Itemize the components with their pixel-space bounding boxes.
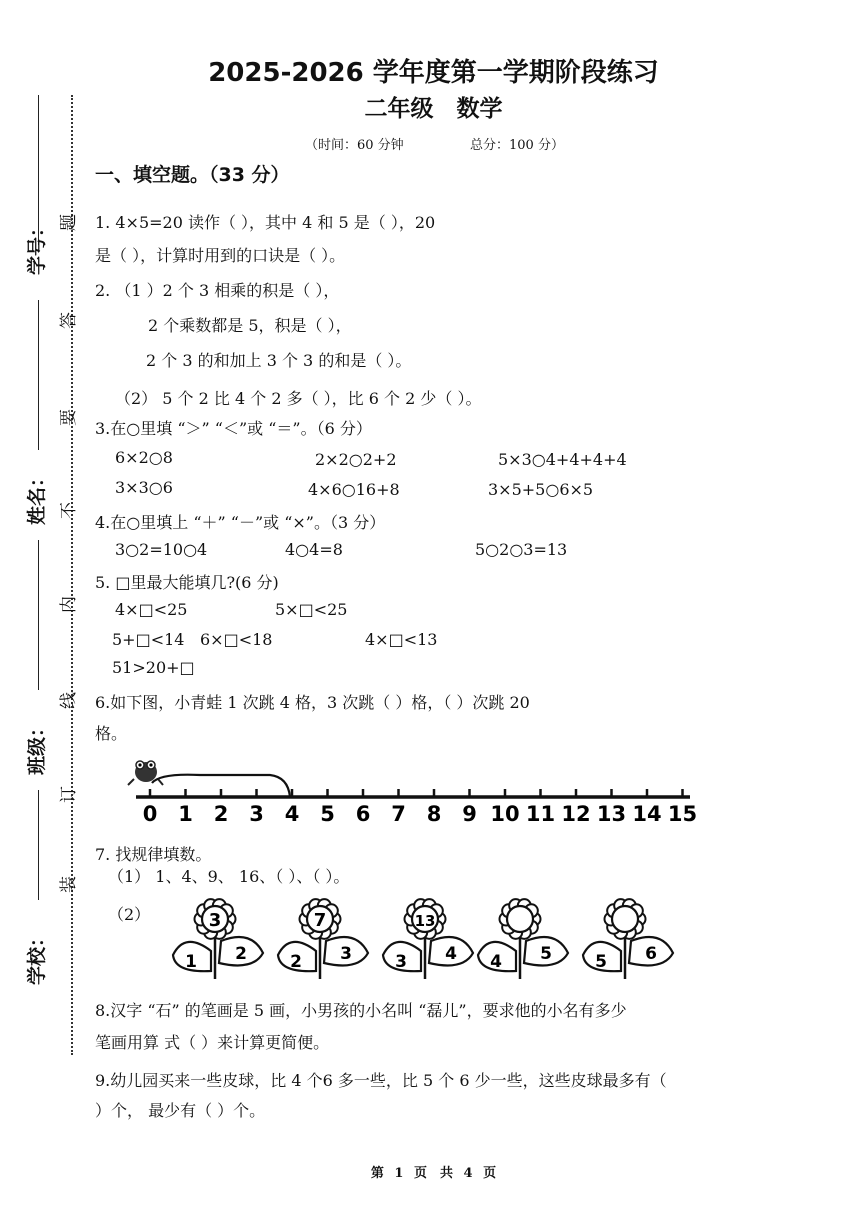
question-7-title: 7. 找规律填数。 bbox=[95, 845, 212, 864]
question-4-item: 4○4=8 bbox=[285, 540, 343, 559]
right-leaf-number: 5 bbox=[540, 944, 552, 964]
name-label: 姓名： bbox=[26, 467, 48, 525]
right-leaf-number: 2 bbox=[235, 944, 247, 964]
number-line-label: 0 bbox=[142, 802, 158, 826]
question-1-line-2: 是（ ），计算时用到的口诀是（ ）。 bbox=[95, 246, 346, 265]
right-leaf-number: 4 bbox=[445, 944, 457, 964]
question-3-item: 5×3○4+4+4+4 bbox=[498, 450, 627, 469]
page-title: 2025-2026 学年度第一学期阶段练习 bbox=[208, 58, 659, 88]
question-1-line-1: 1. 4×5=20 读作（ ），其中 4 和 5 是（ ），20 bbox=[95, 213, 436, 232]
right-leaf-number: 3 bbox=[340, 944, 352, 964]
frog-icon bbox=[128, 761, 163, 785]
question-5-title: 5. □里最大能填几?(6 分) bbox=[95, 573, 279, 592]
question-5-item: 4×□<25 bbox=[115, 600, 188, 619]
question-3-title: 3.在○里填 “＞” “＜”或 “＝”。（6 分） bbox=[95, 419, 372, 438]
page-footer: 第 1 页 共 4 页 bbox=[370, 1166, 497, 1181]
question-2-line-3: 2 个 3 的和加上 3 个 3 的和是（ ）。 bbox=[146, 351, 412, 370]
question-9-line-2: ）个， 最少有（ ）个。 bbox=[95, 1101, 266, 1120]
question-5-item: 6×□<18 bbox=[200, 630, 273, 649]
number-line-label: 14 bbox=[632, 802, 662, 826]
exam-score: 总分：100 分） bbox=[470, 138, 564, 153]
number-line-label: 5 bbox=[320, 802, 335, 826]
number-line-label: 2 bbox=[213, 802, 229, 826]
number-line-label: 7 bbox=[391, 802, 406, 826]
seal-char: 题 bbox=[59, 214, 79, 231]
flower-center bbox=[507, 906, 533, 932]
number-line-label: 10 bbox=[490, 802, 520, 826]
left-leaf-number: 5 bbox=[595, 952, 607, 972]
question-5-item: 51>20+□ bbox=[112, 658, 195, 677]
question-4-item: 3○2=10○4 bbox=[115, 540, 208, 559]
question-5-item: 5+□<14 bbox=[112, 630, 185, 649]
flower-center-number: 7 bbox=[313, 910, 327, 931]
number-line-label: 1 bbox=[178, 802, 193, 826]
right-leaf-number: 6 bbox=[645, 944, 657, 964]
number-line-label: 13 bbox=[596, 802, 627, 826]
number-line-label: 6 bbox=[355, 802, 371, 826]
question-9-line-1: 9.幼儿园买来一些皮球，比 4 个6 多一些，比 5 个 6 少一些，这些皮球最多有（ bbox=[95, 1071, 667, 1090]
left-leaf-number: 4 bbox=[490, 952, 502, 972]
question-7-part-2-label: （2） bbox=[108, 905, 151, 924]
class-label: 班级： bbox=[26, 717, 48, 775]
flower bbox=[278, 899, 368, 979]
seal-char: 不 bbox=[59, 502, 79, 519]
school-label: 学校： bbox=[26, 927, 48, 985]
question-3-item: 6×2○8 bbox=[115, 448, 173, 467]
seal-char: 内 bbox=[59, 596, 79, 613]
left-leaf-number: 3 bbox=[395, 952, 407, 972]
flower bbox=[383, 899, 473, 979]
number-line-label: 4 bbox=[284, 802, 300, 826]
margin-dotted-line bbox=[71, 95, 73, 1055]
seal-char: 订 bbox=[59, 786, 79, 803]
section-heading: 一、填空题。（33 分） bbox=[95, 164, 290, 186]
left-leaf-number: 1 bbox=[185, 952, 197, 972]
question-5-item: 4×□<13 bbox=[365, 630, 438, 649]
question-3-item: 4×6○16+8 bbox=[308, 480, 400, 499]
flower-center bbox=[612, 906, 638, 932]
margin-solid-line bbox=[38, 300, 39, 450]
question-2-line-2: 2 个乘数都是 5，积是（ ）， bbox=[148, 316, 352, 335]
question-4-item: 5○2○3=13 bbox=[475, 540, 568, 559]
exam-time: （时间：60 分钟 bbox=[305, 138, 404, 153]
page-subtitle: 二年级 数学 bbox=[364, 96, 503, 122]
question-4-title: 4.在○里填上 “＋” “－”或 “×”。（3 分） bbox=[95, 513, 386, 532]
question-5-item: 5×□<25 bbox=[275, 600, 348, 619]
seal-char: 要 bbox=[59, 409, 79, 426]
flower bbox=[583, 899, 673, 979]
question-2-line-4: （2） 5 个 2 比 4 个 2 多（ ），比 6 个 2 少（ ）。 bbox=[115, 389, 482, 408]
question-7-part-1: （1） 1、4、9、 16、（ ）、（ ）。 bbox=[108, 867, 350, 886]
question-8-line-2: 笔画用算 式（ ）来计算更简便。 bbox=[95, 1033, 330, 1052]
seal-char: 答 bbox=[59, 312, 79, 329]
question-3-item: 2×2○2+2 bbox=[315, 450, 397, 469]
flower bbox=[478, 899, 568, 979]
number-line-label: 12 bbox=[561, 802, 591, 826]
number-line bbox=[0, 755, 867, 835]
question-3-item: 3×3○6 bbox=[115, 478, 173, 497]
number-line-label: 9 bbox=[462, 802, 477, 826]
flower bbox=[173, 899, 263, 979]
flower-center-number: 13 bbox=[414, 912, 436, 930]
number-line-label: 3 bbox=[249, 802, 264, 826]
flower-center-number: 3 bbox=[208, 910, 222, 931]
question-2-line-1: 2. （1 ）2 个 3 相乘的积是（ ）， bbox=[95, 281, 340, 300]
number-line-label: 15 bbox=[667, 802, 698, 826]
seal-char: 装 bbox=[59, 876, 79, 893]
question-8-line-1: 8.汉字 “石” 的笔画是 5 画，小男孩的小名叫 “磊儿”，要求他的小名有多少 bbox=[95, 1001, 627, 1020]
seal-char: 线 bbox=[59, 692, 79, 709]
flower-row bbox=[160, 893, 700, 983]
number-line-label: 8 bbox=[426, 802, 442, 826]
number-line-label: 11 bbox=[525, 802, 556, 826]
question-3-item: 3×5+5○6×5 bbox=[488, 480, 594, 499]
margin-solid-line bbox=[38, 540, 39, 690]
left-leaf-number: 2 bbox=[290, 952, 302, 972]
question-6-line-1: 6.如下图，小青蛙 1 次跳 4 格，3 次跳（ ）格，（ ）次跳 20 bbox=[95, 693, 530, 712]
question-6-line-2: 格。 bbox=[95, 724, 128, 743]
student-id-label: 学号： bbox=[26, 217, 48, 275]
